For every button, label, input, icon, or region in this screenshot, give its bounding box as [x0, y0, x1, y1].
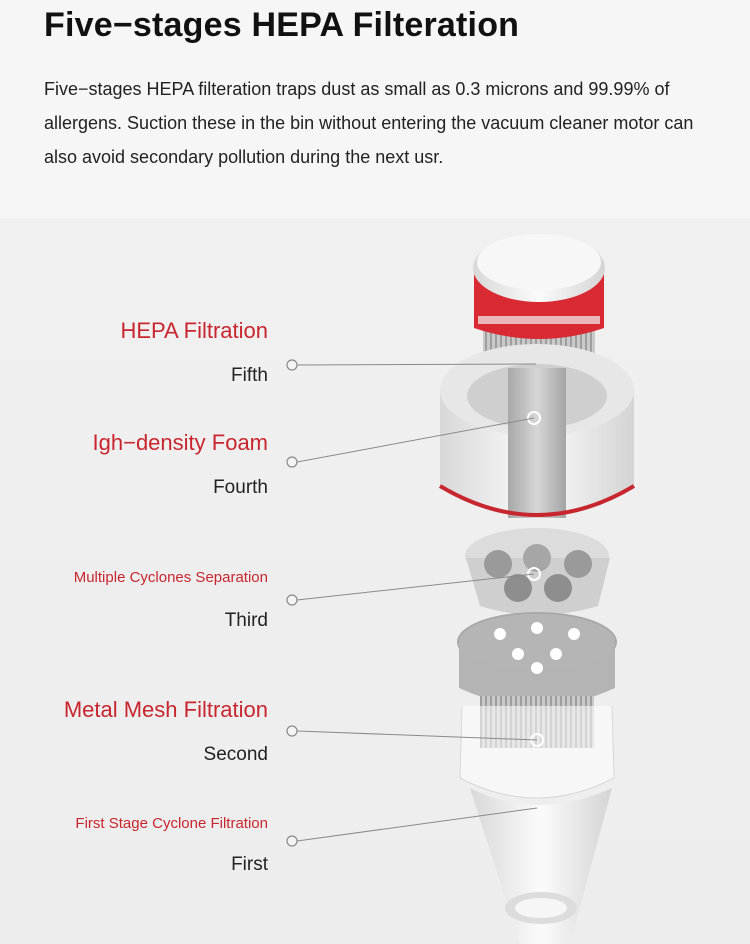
stage-title-third: Multiple Cyclones Separation: [73, 569, 268, 586]
exploded-diagram-panel: [0, 218, 750, 944]
stage-title-second: Metal Mesh Filtration: [63, 697, 268, 722]
dust-bin-part: [460, 706, 614, 944]
header-section: [0, 0, 750, 218]
stage-title-fourth: Igh−density Foam: [92, 430, 268, 455]
stage-order-fifth: Fifth: [231, 365, 268, 386]
stage-order-third: Third: [224, 610, 268, 631]
leader-dots: [287, 360, 297, 846]
foam-filter-part: [440, 344, 634, 518]
stage-title-fifth: HEPA Filtration: [120, 318, 268, 343]
stage-order-second: Second: [203, 744, 268, 765]
stage-title-first: First Stage Cyclone Filtration: [75, 815, 268, 832]
cyclone-cone-part: [465, 528, 610, 615]
page-title: Five−stages HEPA Filteration: [44, 6, 520, 44]
stage-order-first: First: [231, 854, 268, 875]
description-text: Five−stages HEPA filteration traps dust as small as 0.3 microns and 99.99% of allergens. Suction these in the bin without entering the vacuum cleaner motor can also avoid secondary pollution during the next usr.: [44, 79, 694, 167]
stage-order-fourth: Fourth: [213, 477, 268, 498]
